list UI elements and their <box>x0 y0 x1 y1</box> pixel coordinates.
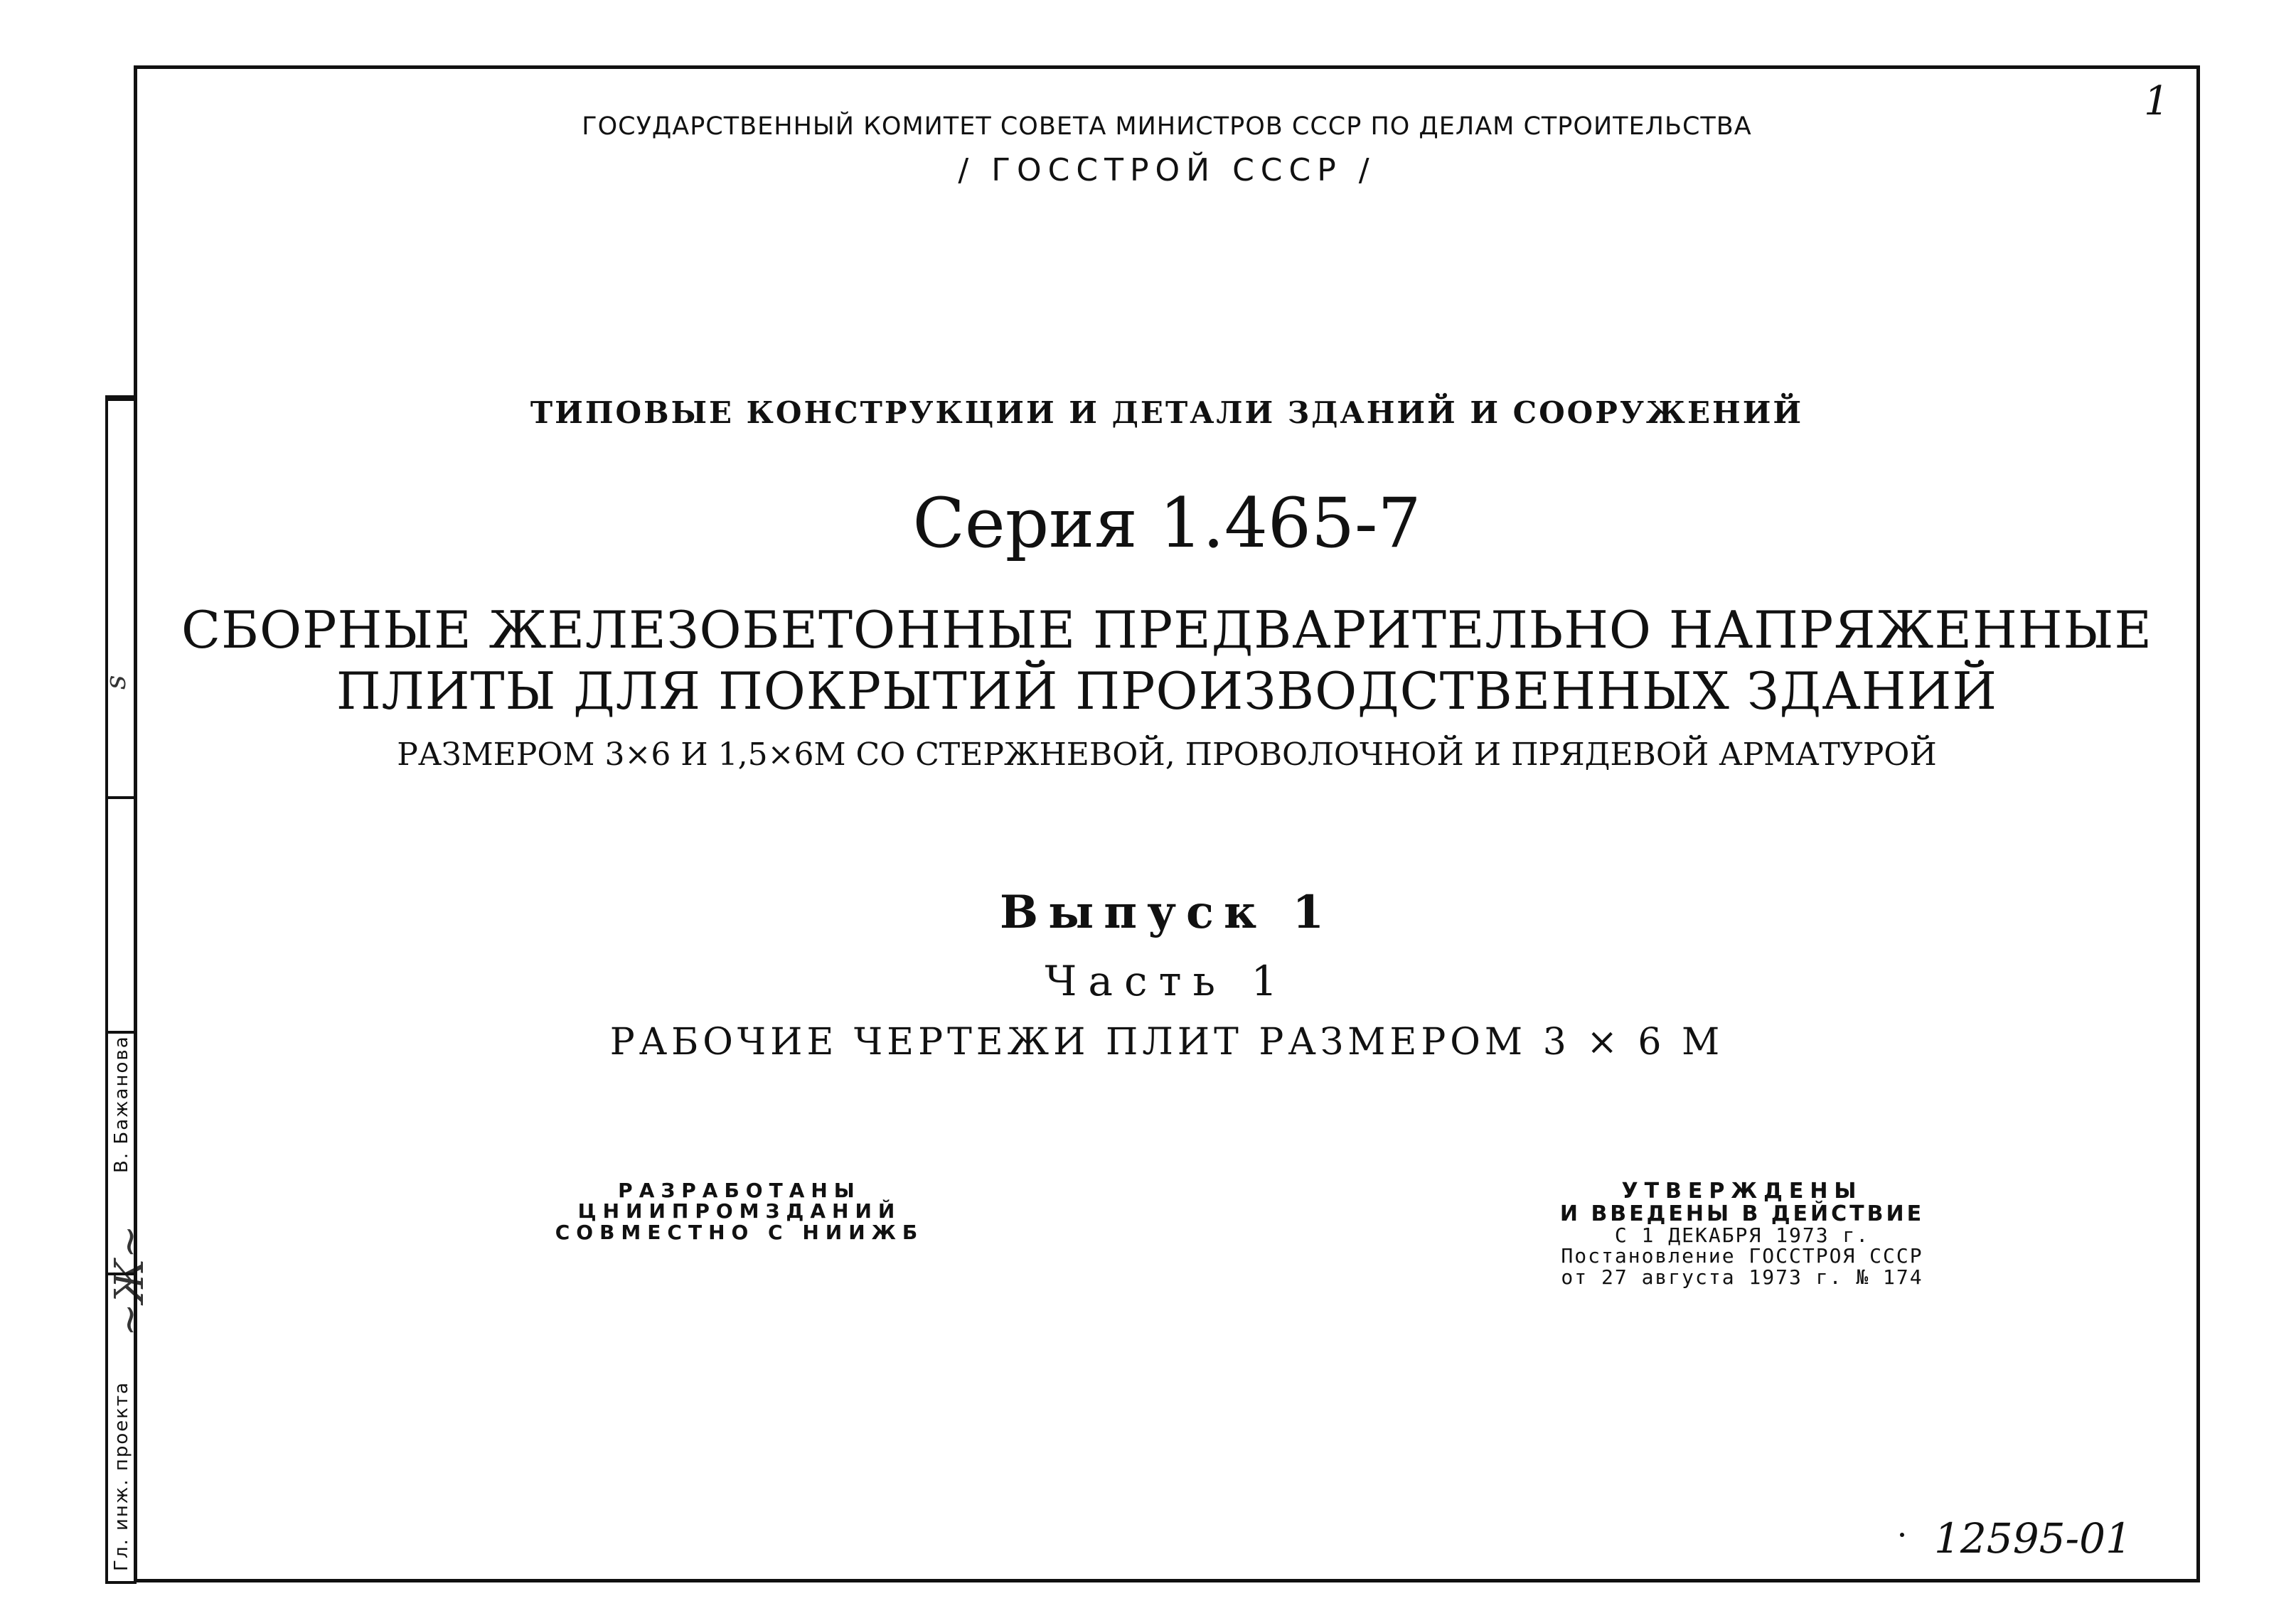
series-title: Серия 1.465-7 <box>912 483 1421 563</box>
approved-block <box>1493 1180 1991 1287</box>
ministry-header: ГОСУДАРСТВЕННЫЙ КОМИТЕТ СОВЕТА МИНИСТРОВ СССР ПО ДЕЛАМ СТРОИТЕЛЬСТВА <box>582 112 1752 141</box>
part-label: Часть 1 <box>1045 957 1289 1005</box>
working-drawings-label: РАБОЧИЕ ЧЕРТЕЖИ ПЛИТ РАЗМЕРОМ 3 × 6 М <box>609 1021 1724 1064</box>
title-line-2: ПЛИТЫ ДЛЯ ПОКРЫТИЙ ПРОИЗВОДСТВЕННЫХ ЗДАНИЙ <box>336 661 1998 721</box>
signature-mark: ~Ж~ <box>107 1225 153 1337</box>
side-stamp-name: В. Бажанова <box>111 1035 132 1173</box>
developed-block <box>512 1180 967 1243</box>
issue-label: Выпуск 1 <box>999 886 1335 939</box>
developed-line-3: СОВМЕСТНО С НИИЖБ <box>555 1220 924 1244</box>
developed-line-2: ЦНИИПРОМЗДАНИЙ <box>577 1199 902 1223</box>
signature-mark-small: s <box>100 675 132 690</box>
code-dot <box>1900 1533 1904 1537</box>
approved-line-5: от 27 августа 1973 г. № 174 <box>1561 1265 1923 1289</box>
approved-line-2: И ВВЕДЕНЫ В ДЕЙСТВИЕ <box>1559 1201 1925 1226</box>
drawing-frame <box>134 65 2200 1582</box>
page-number: 1 <box>2144 78 2169 124</box>
title-line-1: СБОРНЫЕ ЖЕЛЕЗОБЕТОННЫЕ ПРЕДВАРИТЕЛЬНО НАПРЯЖЕННЫЕ <box>181 600 2152 660</box>
approved-line-1: УТВЕРЖДЕНЫ <box>1621 1179 1863 1204</box>
approved-line-3: С 1 ДЕКАБРЯ 1973 г. <box>1614 1223 1870 1247</box>
approved-line-4: Постановление ГОССТРОЯ СССР <box>1561 1244 1923 1268</box>
developed-line-1: РАЗРАБОТАНЫ <box>618 1179 861 1202</box>
side-stamp-cell <box>108 398 137 796</box>
side-stamp-cell <box>108 796 137 1031</box>
document-code: 12595-01 <box>1934 1514 2132 1563</box>
gosstroy-header: / ГОССТРОЙ СССР / <box>958 152 1376 188</box>
title-line-3: РАЗМЕРОМ 3×6 И 1,5×6М СО СТЕРЖНЕВОЙ, ПРОВОЛОЧНОЙ И ПРЯДЕВОЙ АРМАТУРОЙ <box>397 736 1937 773</box>
side-stamp-label: Гл. инж. проекта <box>111 1381 132 1571</box>
typical-structures-heading: ТИПОВЫЕ КОНСТРУКЦИИ И ДЕТАЛИ ЗДАНИЙ И СООРУЖЕНИЙ <box>530 395 1804 430</box>
